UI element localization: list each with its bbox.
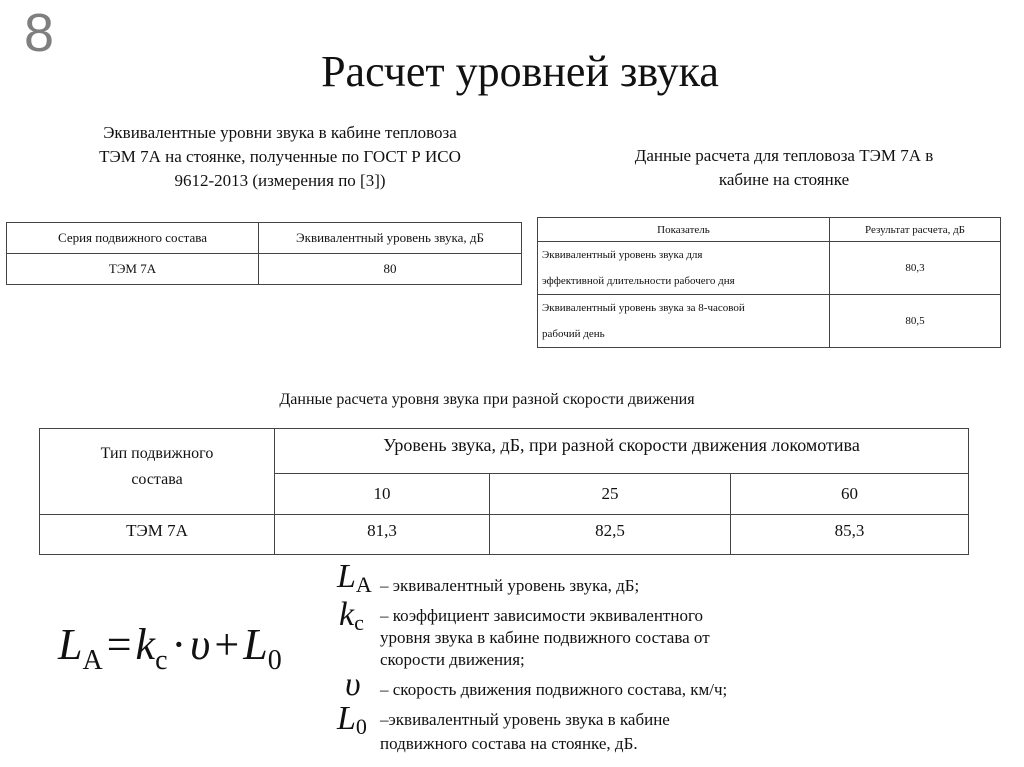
f-part: + <box>210 620 244 669</box>
caption-right <box>534 144 1024 192</box>
header-line: состава <box>131 471 183 488</box>
table-speed-levels <box>39 428 969 555</box>
f-part: = <box>102 620 136 669</box>
legend-text: –эквивалентный уровень звука в кабине <box>380 710 670 729</box>
table-row <box>40 515 969 555</box>
legend-text: подвижного состава на стоянке, дБ. <box>380 734 638 753</box>
table-cell: ТЭМ 7А <box>40 515 275 555</box>
caption-left <box>30 121 530 193</box>
legend-text: уровня звука в кабине подвижного состава от <box>380 628 710 647</box>
table-cell <box>538 242 830 295</box>
s: c <box>354 610 364 635</box>
caption-bottom: Данные расчета уровня звука при разной скорости движения <box>279 391 695 408</box>
table-cell: 80,3 <box>830 242 1001 295</box>
caption-line: Данные расчета для тепловоза ТЭМ 7А в <box>634 146 934 165</box>
s: A <box>355 572 372 597</box>
caption-line: кабине на стоянке <box>718 170 850 189</box>
f-part: k <box>135 620 156 669</box>
legend-text: – скорость движения подвижного состава, км/ч; <box>380 680 728 699</box>
table-cell <box>538 295 830 348</box>
table-row <box>538 295 1001 348</box>
legend-text: скорости движения; <box>380 650 525 669</box>
table-header: Результат расчета, дБ <box>830 218 1001 242</box>
f-part: c <box>155 645 168 676</box>
table-cell: ТЭМ 7А <box>7 254 259 285</box>
f-part: · <box>167 620 191 669</box>
cell-line: Эквивалентный уровень звука за 8-часовой <box>542 302 745 314</box>
symbol-l0 <box>337 700 367 739</box>
table-row <box>7 254 522 285</box>
header-line: Тип подвижного <box>100 445 214 462</box>
symbol-kc <box>339 596 364 635</box>
table-stationary-measured <box>6 222 522 285</box>
legend-text: – эквивалентный уровень звука, дБ; <box>380 576 640 595</box>
s: k <box>339 596 355 633</box>
table-header: Эквивалентный уровень звука, дБ <box>259 223 522 254</box>
f-part: A <box>82 645 103 676</box>
table-cell: 80 <box>259 254 522 285</box>
table-header: Уровень звука, дБ, при разной скорости движения локомотива <box>275 429 969 474</box>
s: L <box>337 700 356 737</box>
f-part: L <box>58 620 83 669</box>
caption-line: 9612-2013 (измерения по [3]) <box>174 171 386 190</box>
s: L <box>337 558 356 595</box>
table-row <box>538 242 1001 295</box>
formula <box>58 620 282 676</box>
table-stationary-calculated <box>537 217 1001 348</box>
f-part: υ <box>190 620 211 669</box>
slide-title: Расчет уровней звука <box>321 47 719 96</box>
f-part: L <box>243 620 268 669</box>
caption-line: Эквивалентные уровни звука в кабине тепловоза <box>103 123 457 142</box>
cell-line: Эквивалентный уровень звука для <box>542 249 703 261</box>
table-header: 25 <box>490 474 731 515</box>
table-cell: 82,5 <box>490 515 731 555</box>
s: 0 <box>355 714 367 739</box>
symbol-la <box>337 558 372 597</box>
table-header <box>40 429 275 515</box>
cell-line: рабочий день <box>542 328 605 340</box>
caption-line: ТЭМ 7А на стоянке, полученные по ГОСТ Р ИСО <box>99 147 461 166</box>
symbol-v: υ <box>345 666 361 703</box>
table-header: 10 <box>275 474 490 515</box>
slide-number: 8 <box>24 3 55 63</box>
table-cell: 80,5 <box>830 295 1001 348</box>
cell-line: эффективной длительности рабочего дня <box>542 275 735 287</box>
f-part: 0 <box>267 645 282 676</box>
table-header: Показатель <box>538 218 830 242</box>
table-cell: 85,3 <box>731 515 969 555</box>
table-cell: 81,3 <box>275 515 490 555</box>
table-header: 60 <box>731 474 969 515</box>
legend-text: – коэффициент зависимости эквивалентного <box>380 606 704 625</box>
table-header: Серия подвижного состава <box>7 223 259 254</box>
